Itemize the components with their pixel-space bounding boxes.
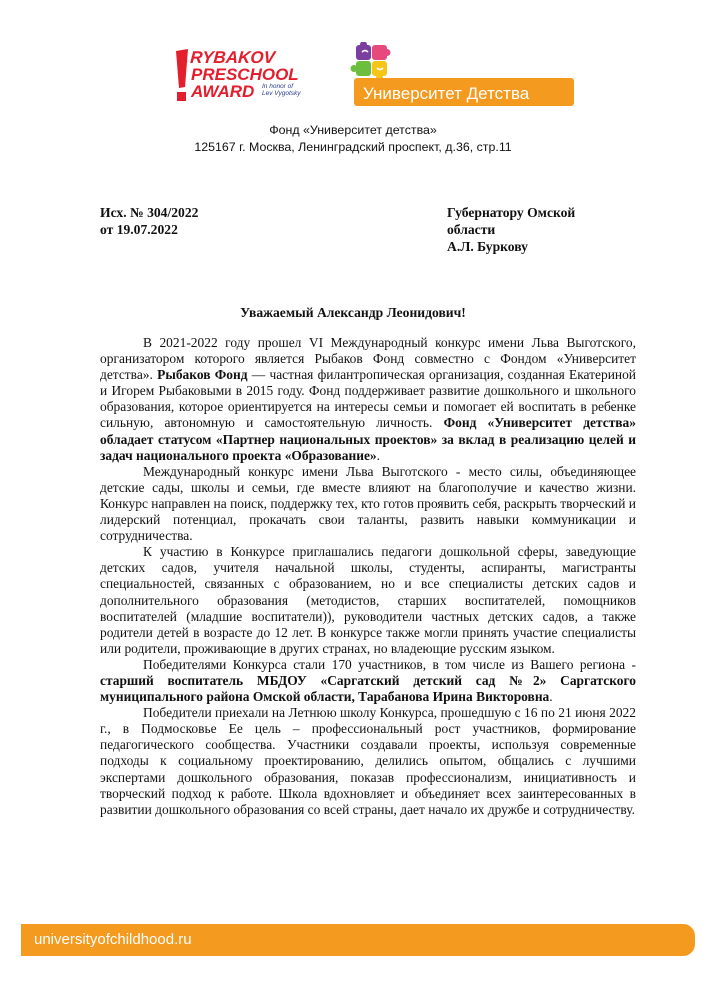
university-of-childhood-logo [344,42,576,108]
rybakov-line2: PRESCHOOL [191,65,299,84]
paragraph-1 [100,335,636,464]
outgoing-reference [100,204,198,238]
p4-text-a: Победителями Конкурса стали 170 участников, в том числе из Вашего региона - [143,656,636,672]
rybakov-line1: RYBAKOV [189,48,276,67]
outgoing-number: Исх. № 304/2022 [100,205,199,220]
fund-name: Фонд «Университет детства» [269,123,437,137]
outgoing-date: от 19.07.2022 [100,222,178,237]
p4-text-c: . [549,689,553,705]
paragraph-4 [100,657,636,705]
fund-header [0,122,706,156]
rybakov-tagline: In honor of Lev Vygotsky [262,83,301,97]
exclamation-mark-icon [176,49,188,88]
p1-bold-partner-status: Фонд «Университет детства» обладает статусом «Партнер национальных проектов» за вклад в реализацию целей и задач национального проекта «Образование» [100,415,636,463]
paragraph-2: Международный конкурс имени Льва Выготского - место силы, объединяющее детские сады, школы и семьи, где вместе влияют на благополучие и качество жизни. Конкурс направлен на поиск, поддержку тех, кто готов проявить себя, раскрыть творческий и лидерский потенциал, прокачать свои таланты, развить навыки коммуникации и сотрудничества. [100,463,636,544]
rybakov-preschool-award-logo [173,47,333,107]
letter-body [100,335,636,818]
addressee-line1: Губернатору Омской [447,205,576,220]
addressee-line3: А.Л. Буркову [447,239,528,254]
rybakov-line3: AWARD [191,82,255,101]
footer-url[interactable]: universityofchildhood.ru [34,931,192,948]
paragraph-3: К участию в Конкурсе приглашались педагоги дошкольной сферы, заведующие детских садов, учителя начальной школы, студенты, аспиранты, магистранты специальностей, связанных с образованием, но и все специалисты детских садов и дополнительного образования (методистов, старших воспитателей, помощников воспитателей (младшие воспитатели)), руководители частных детских садов, а также родители детей в возрасте до 12 лет. В конкурсе также могли принять участие специалисты или родители, проживающие в других странах, но владеющие русским языком. [100,544,636,656]
addressee-block [447,204,575,255]
p1-text-e: . [376,447,381,463]
paragraph-5: Победители приехали на Летнюю школу Конкурса, прошедшую с 16 по 21 июня 2022 г., в Подмосковье Ее цель – профессиональный рост участников, формирование педагогического сообщества. Участники создавали проекты, используя современные подходы к социальному проектированию, делились опытом, общались с лучшими экспертами дошкольного образования, показав профессионализм, инициативность и творческий подход к работе. Школа вдохновляет и объединяет всех заинтересованных в развитии дошкольного образования со всей страны, дает начало их дружбе и сотрудничеству. [100,705,636,817]
salutation: Уважаемый Александр Леонидович! [240,305,466,320]
p1-text-c: — частная филантропическая организация, созданная Екатериной и Игорем Рыбаковыми в 2015 году. Фонд поддерживает развитие дошкольного и школьного образования, которое ориентируется на интересы семьи и помогает ей воспитать в ребенке сильную, автономную и самостоятельную личность. [100,367,636,431]
fund-address: 125167 г. Москва, Ленинградский проспект, д.36, стр.11 [194,140,512,154]
p1-bold-rybakov-fund: Рыбаков Фонд [157,367,248,383]
university-logo-text: Университет Детства [363,84,530,103]
exclamation-dot-icon [177,92,186,101]
p1-text-a: В 2021-2022 году прошел VI Международный конкурс имени Льва Выготского, организатором которого является Рыбаков Фонд совместно с Фондом «Университет детства». [100,335,636,383]
addressee-line2: области [447,222,496,237]
p4-bold-winner: старший воспитатель МБДОУ «Саргатский детский сад №2» Саргатского муниципального района Омской области, Тарабанова Ирина Викторовна [100,672,636,705]
footer-bar [21,924,695,956]
